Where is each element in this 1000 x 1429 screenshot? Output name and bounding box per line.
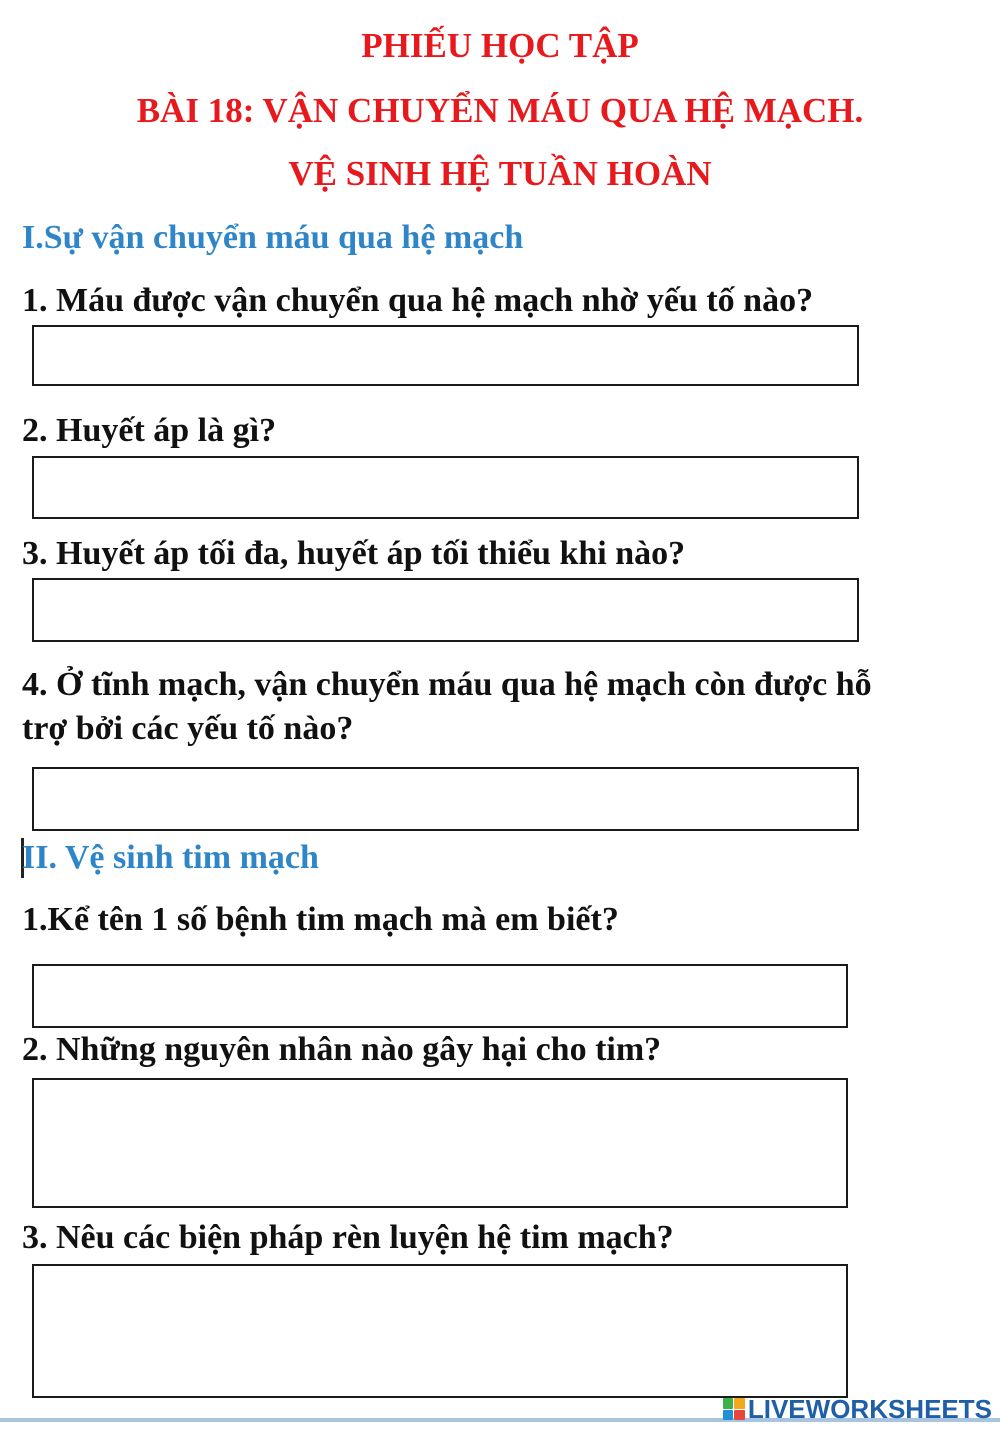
question-1-4-line-1: 4. Ở tĩnh mạch, vận chuyển máu qua hệ mạch còn được hỗ <box>22 666 872 703</box>
liveworksheets-brand: LIVEWORKSHEETS <box>747 1393 992 1424</box>
section-1-heading: I.Sự vận chuyển máu qua hệ mạch <box>22 219 524 256</box>
liveworksheets-logo <box>723 1394 992 1424</box>
question-2-3: 3. Nêu các biện pháp rèn luyện hệ tim mạch? <box>22 1219 674 1256</box>
answer-box-2-1[interactable] <box>32 964 848 1028</box>
title-line-1: PHIẾU HỌC TẬP <box>361 26 639 65</box>
answer-box-1-2[interactable] <box>32 456 859 519</box>
question-1-1: 1. Máu được vận chuyển qua hệ mạch nhờ yếu tố nào? <box>22 282 814 319</box>
question-2-1: 1.Kể tên 1 số bệnh tim mạch mà em biết? <box>22 901 619 938</box>
question-1-3: 3. Huyết áp tối đa, huyết áp tối thiểu khi nào? <box>22 535 686 572</box>
title-line-2: BÀI 18: VẬN CHUYỂN MÁU QUA HỆ MẠCH. <box>136 91 864 130</box>
question-1-4-line-2: trợ bởi các yếu tố nào? <box>22 710 354 747</box>
question-1-2: 2. Huyết áp là gì? <box>22 412 277 449</box>
question-2-2: 2. Những nguyên nhân nào gây hại cho tim? <box>22 1031 662 1068</box>
liveworksheets-logo-icon <box>723 1398 745 1420</box>
answer-box-1-4[interactable] <box>32 767 859 831</box>
answer-box-1-1[interactable] <box>32 325 859 386</box>
answer-box-1-3[interactable] <box>32 578 859 642</box>
title-line-3: VỆ SINH HỆ TUẦN HOÀN <box>288 154 712 193</box>
section-2-heading: II. Vệ sinh tim mạch <box>22 839 319 876</box>
answer-box-2-2[interactable] <box>32 1078 848 1208</box>
answer-box-2-3[interactable] <box>32 1264 848 1398</box>
